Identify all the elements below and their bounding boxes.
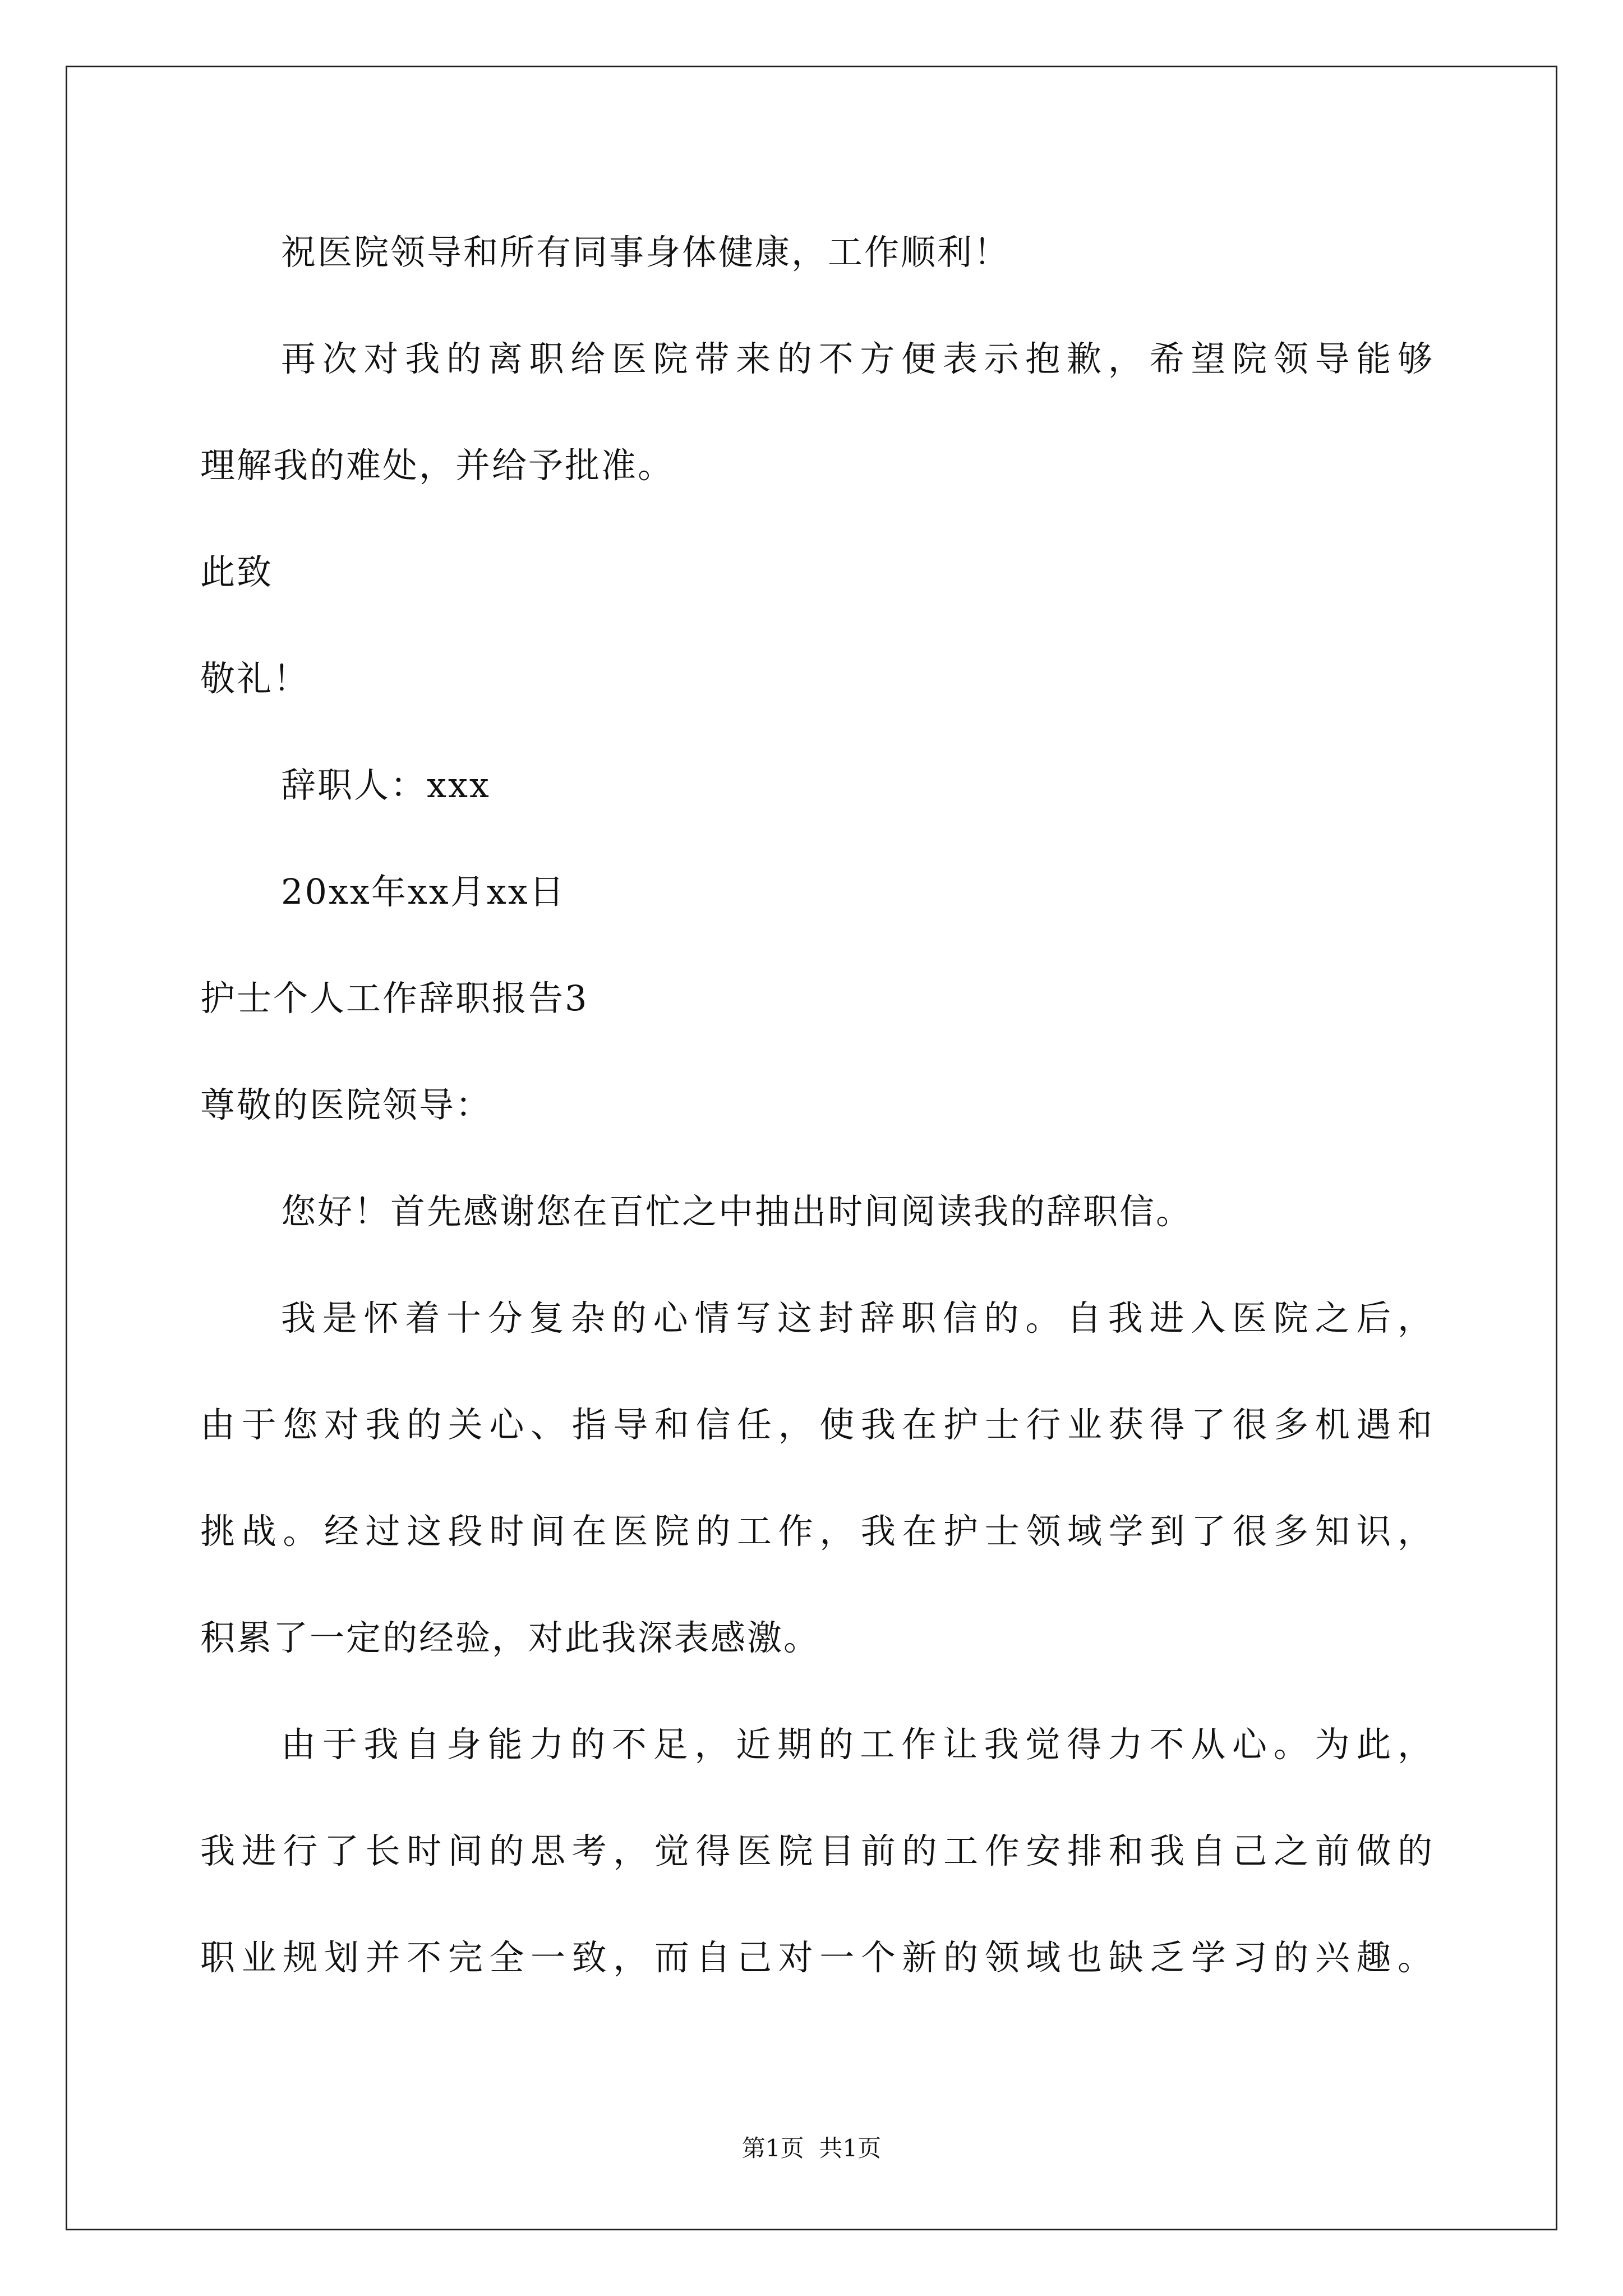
section-title: 护士个人工作辞职报告3 <box>200 978 589 1019</box>
text-line: 挑战。经过这段时间在医院的工作，我在护士领域学到了很多知识， <box>200 1511 1434 1552</box>
text-line: 积累了一定的经验，对此我深表感激。 <box>200 1617 820 1658</box>
text-line: 祝医院领导和所有同事身体健康，工作顺利！ <box>281 232 1011 273</box>
text-line: 再次对我的离职给医院带来的不方便表示抱歉，希望院领导能够 <box>281 338 1434 379</box>
text-line: 职业规划并不完全一致，而自己对一个新的领域也缺乏学习的兴趣。 <box>200 1937 1434 1978</box>
text-line: 由于我自身能力的不足，近期的工作让我觉得力不从心。为此， <box>281 1724 1434 1765</box>
signature-line: 辞职人：xxx <box>281 765 491 806</box>
text-line: 此致 <box>200 551 274 592</box>
date-line: 20xx年xx月xx日 <box>281 871 566 912</box>
text-line: 您好！首先感谢您在百忙之中抽出时间阅读我的辞职信。 <box>281 1191 1193 1232</box>
text-line: 我进行了长时间的思考，觉得医院目前的工作安排和我自己之前做的 <box>200 1830 1434 1871</box>
page-border <box>66 66 1557 2230</box>
page-footer: 第1页 共1页 <box>741 2134 882 2162</box>
text-line: 我是怀着十分复杂的心情写这封辞职信的。自我进入医院之后， <box>281 1297 1434 1338</box>
text-line: 敬礼！ <box>200 658 310 699</box>
salutation: 尊敬的医院领导： <box>200 1084 492 1125</box>
text-line: 由于您对我的关心、指导和信任，使我在护士行业获得了很多机遇和 <box>200 1404 1434 1445</box>
text-line: 理解我的难处，并给予批准。 <box>200 445 675 486</box>
